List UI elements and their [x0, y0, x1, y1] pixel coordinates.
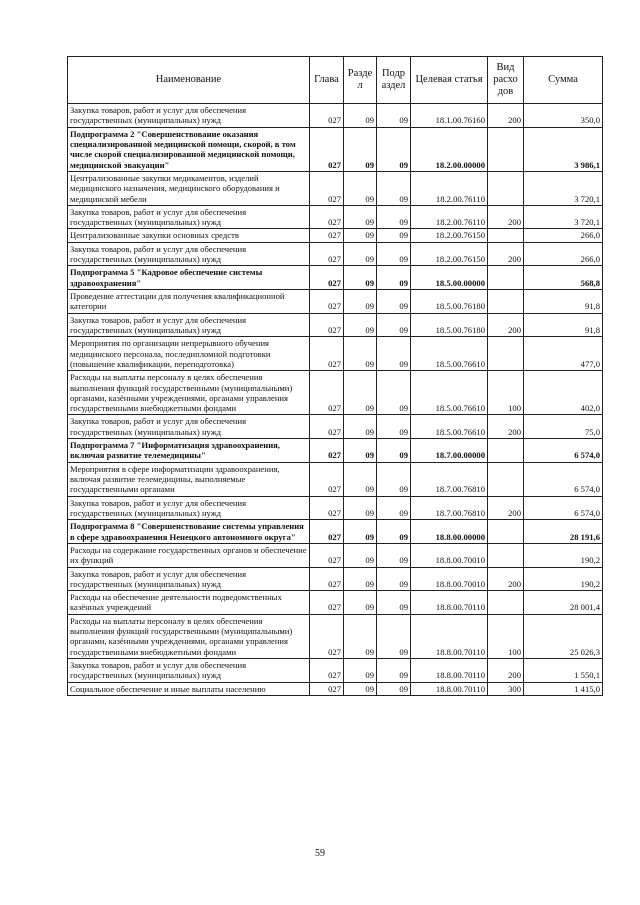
row-subsection: 09 [377, 371, 411, 415]
row-name: Централизованные закупки медикаментов, изделий медицинского назначения, медицинского оборудования и медицинской мебели [68, 171, 310, 205]
row-section: 09 [344, 439, 377, 463]
row-type [488, 591, 524, 615]
table-row [68, 127, 603, 171]
row-name: Закупка товаров, работ и услуг для обеспечения государственных (муниципальных) нужд [68, 415, 310, 439]
row-sum: 75,0 [524, 415, 603, 439]
row-type: 200 [488, 496, 524, 520]
row-type [488, 462, 524, 496]
row-name: Закупка товаров, работ и услуг для обеспечения государственных (муниципальных) нужд [68, 104, 310, 128]
row-type [488, 290, 524, 314]
row-target: 18.2.00.76110 [411, 171, 488, 205]
row-subsection: 09 [377, 266, 411, 290]
header-type: Вид расхо дов [488, 57, 524, 104]
row-section: 09 [344, 543, 377, 567]
row-sum: 1 415,0 [524, 682, 603, 695]
row-target: 18.8.00.70110 [411, 614, 488, 658]
row-name: Закупка товаров, работ и услуг для обеспечения государственных (муниципальных) нужд [68, 567, 310, 591]
table-row [68, 496, 603, 520]
header-subsection: Подр аздел [377, 57, 411, 104]
table-row [68, 313, 603, 337]
row-target: 18.8.00.70110 [411, 682, 488, 695]
table-row [68, 682, 603, 695]
row-type: 200 [488, 415, 524, 439]
row-subsection: 09 [377, 682, 411, 695]
table-row [68, 290, 603, 314]
row-subsection: 09 [377, 439, 411, 463]
row-section: 09 [344, 462, 377, 496]
row-target: 18.2.00.76150 [411, 229, 488, 242]
row-target: 18.5.00.76610 [411, 415, 488, 439]
row-sum: 1 550,1 [524, 659, 603, 683]
row-target: 18.8.00.00000 [411, 520, 488, 544]
table-row [68, 415, 603, 439]
row-subsection: 09 [377, 205, 411, 229]
row-chapter: 027 [310, 337, 344, 371]
row-type [488, 229, 524, 242]
row-type: 200 [488, 242, 524, 266]
row-section: 09 [344, 104, 377, 128]
row-target: 18.5.00.00000 [411, 266, 488, 290]
row-chapter: 027 [310, 439, 344, 463]
header-chapter: Глава [310, 57, 344, 104]
row-target: 18.2.00.76110 [411, 205, 488, 229]
row-name: Закупка товаров, работ и услуг для обеспечения государственных (муниципальных) нужд [68, 496, 310, 520]
row-target: 18.8.00.70010 [411, 543, 488, 567]
row-chapter: 027 [310, 496, 344, 520]
row-name: Закупка товаров, работ и услуг для обеспечения государственных (муниципальных) нужд [68, 242, 310, 266]
header-target: Целевая статья [411, 57, 488, 104]
row-chapter: 027 [310, 205, 344, 229]
row-chapter: 027 [310, 520, 344, 544]
row-sum: 266,0 [524, 229, 603, 242]
page-number: 59 [315, 848, 325, 859]
row-target: 18.7.00.76810 [411, 496, 488, 520]
row-chapter: 027 [310, 371, 344, 415]
row-name: Расходы на выплаты персоналу в целях обеспечения выполнения функций государственными (муниципальными) органами, казёнными учреждениями, органами управления государственными внебюджетными фондами [68, 614, 310, 658]
row-chapter: 027 [310, 104, 344, 128]
row-target: 18.5.00.76610 [411, 371, 488, 415]
row-type: 200 [488, 313, 524, 337]
row-section: 09 [344, 337, 377, 371]
row-name: Подпрограмма 7 "Информатизация здравоохранения, включая развитие телемедицины" [68, 439, 310, 463]
row-subsection: 09 [377, 171, 411, 205]
row-name: Расходы на обеспечение деятельности подведомственных казённых учреждений [68, 591, 310, 615]
row-subsection: 09 [377, 591, 411, 615]
row-chapter: 027 [310, 171, 344, 205]
row-type [488, 543, 524, 567]
row-sum: 190,2 [524, 567, 603, 591]
row-chapter: 027 [310, 415, 344, 439]
table-row [68, 371, 603, 415]
row-type [488, 337, 524, 371]
row-chapter: 027 [310, 567, 344, 591]
row-sum: 350,0 [524, 104, 603, 128]
row-type [488, 266, 524, 290]
row-name: Подпрограмма 2 "Совершенствование оказания специализированной медицинской помощи, скорой, в том числе скорой специализированной медицинской помощи, медицинской эвакуации" [68, 127, 310, 171]
row-type: 100 [488, 371, 524, 415]
row-chapter: 027 [310, 682, 344, 695]
row-chapter: 027 [310, 229, 344, 242]
row-sum: 25 026,3 [524, 614, 603, 658]
table-row [68, 614, 603, 658]
row-section: 09 [344, 205, 377, 229]
row-sum: 28 001,4 [524, 591, 603, 615]
row-section: 09 [344, 171, 377, 205]
row-type: 200 [488, 205, 524, 229]
row-sum: 266,0 [524, 242, 603, 266]
row-subsection: 09 [377, 337, 411, 371]
row-subsection: 09 [377, 242, 411, 266]
row-subsection: 09 [377, 415, 411, 439]
row-subsection: 09 [377, 104, 411, 128]
row-name: Закупка товаров, работ и услуг для обеспечения государственных (муниципальных) нужд [68, 659, 310, 683]
row-target: 18.2.00.00000 [411, 127, 488, 171]
row-section: 09 [344, 567, 377, 591]
table-row [68, 205, 603, 229]
table-row [68, 543, 603, 567]
row-name: Проведение аттестации для получения квалификационной категории [68, 290, 310, 314]
table-row [68, 591, 603, 615]
row-subsection: 09 [377, 659, 411, 683]
row-subsection: 09 [377, 567, 411, 591]
row-subsection: 09 [377, 313, 411, 337]
row-section: 09 [344, 659, 377, 683]
row-name: Подпрограмма 8 "Совершенствование системы управления в сфере здравоохранения Ненецкого автономного округа" [68, 520, 310, 544]
table-row [68, 337, 603, 371]
row-target: 18.7.00.00000 [411, 439, 488, 463]
row-chapter: 027 [310, 290, 344, 314]
table-row [68, 266, 603, 290]
row-sum: 91,8 [524, 313, 603, 337]
row-name: Мероприятия по организации непрерывного обучения медицинского персонала, последипломной подготовки (повышение квалификации, переподготовка) [68, 337, 310, 371]
row-chapter: 027 [310, 242, 344, 266]
header-name: Наименование [68, 57, 310, 104]
row-target: 18.8.00.70110 [411, 659, 488, 683]
row-target: 18.8.00.70010 [411, 567, 488, 591]
row-target: 18.7.00.76810 [411, 462, 488, 496]
row-section: 09 [344, 229, 377, 242]
row-sum: 28 191,6 [524, 520, 603, 544]
row-name: Мероприятия в сфере информатизации здравоохранения, включая развитие телемедицины, выполняемые государственными органами [68, 462, 310, 496]
row-section: 09 [344, 496, 377, 520]
row-name: Централизованные закупки основных средств [68, 229, 310, 242]
row-sum: 6 574,0 [524, 496, 603, 520]
row-target: 18.5.00.76180 [411, 313, 488, 337]
row-subsection: 09 [377, 127, 411, 171]
row-subsection: 09 [377, 229, 411, 242]
row-target: 18.5.00.76180 [411, 290, 488, 314]
row-subsection: 09 [377, 543, 411, 567]
row-name: Подпрограмма 5 "Кадровое обеспечение системы здравоохранения" [68, 266, 310, 290]
row-target: 18.2.00.76150 [411, 242, 488, 266]
row-chapter: 027 [310, 659, 344, 683]
row-chapter: 027 [310, 543, 344, 567]
row-chapter: 027 [310, 462, 344, 496]
row-section: 09 [344, 614, 377, 658]
row-type: 200 [488, 104, 524, 128]
table-row [68, 171, 603, 205]
header-section: Разде л [344, 57, 377, 104]
row-type [488, 127, 524, 171]
row-name: Закупка товаров, работ и услуг для обеспечения государственных (муниципальных) нужд [68, 313, 310, 337]
table-row [68, 659, 603, 683]
row-name: Социальное обеспечение и иные выплаты населению [68, 682, 310, 695]
row-section: 09 [344, 682, 377, 695]
table-row [68, 242, 603, 266]
row-type: 300 [488, 682, 524, 695]
row-name: Расходы на выплаты персоналу в целях обеспечения выполнения функций государственными (муниципальными) органами, казёнными учреждениями, органами управления государственными внебюджетными фондами [68, 371, 310, 415]
row-subsection: 09 [377, 520, 411, 544]
row-section: 09 [344, 520, 377, 544]
row-section: 09 [344, 242, 377, 266]
row-type: 200 [488, 659, 524, 683]
row-subsection: 09 [377, 290, 411, 314]
row-chapter: 027 [310, 614, 344, 658]
row-section: 09 [344, 127, 377, 171]
row-sum: 91,8 [524, 290, 603, 314]
row-section: 09 [344, 415, 377, 439]
row-subsection: 09 [377, 496, 411, 520]
row-type [488, 171, 524, 205]
table-row [68, 567, 603, 591]
row-sum: 3 720,1 [524, 205, 603, 229]
row-name: Расходы на содержание государственных органов и обеспечение их функций [68, 543, 310, 567]
table-row [68, 104, 603, 128]
row-section: 09 [344, 313, 377, 337]
header-sum: Сумма [524, 57, 603, 104]
row-sum: 477,0 [524, 337, 603, 371]
row-chapter: 027 [310, 266, 344, 290]
row-sum: 568,8 [524, 266, 603, 290]
table-row [68, 439, 603, 463]
row-type: 100 [488, 614, 524, 658]
table-row [68, 520, 603, 544]
row-type [488, 439, 524, 463]
row-sum: 3 986,1 [524, 127, 603, 171]
row-section: 09 [344, 371, 377, 415]
row-chapter: 027 [310, 127, 344, 171]
row-section: 09 [344, 591, 377, 615]
table-row [68, 462, 603, 496]
row-chapter: 027 [310, 313, 344, 337]
row-type: 200 [488, 567, 524, 591]
row-chapter: 027 [310, 591, 344, 615]
row-section: 09 [344, 290, 377, 314]
budget-table [67, 56, 603, 696]
row-section: 09 [344, 266, 377, 290]
row-subsection: 09 [377, 614, 411, 658]
row-target: 18.5.00.76610 [411, 337, 488, 371]
row-sum: 3 720,1 [524, 171, 603, 205]
row-sum: 6 574,0 [524, 462, 603, 496]
row-sum: 190,2 [524, 543, 603, 567]
table-row [68, 229, 603, 242]
row-name: Закупка товаров, работ и услуг для обеспечения государственных (муниципальных) нужд [68, 205, 310, 229]
row-target: 18.1.00.76160 [411, 104, 488, 128]
row-sum: 6 574,0 [524, 439, 603, 463]
row-type [488, 520, 524, 544]
header-row [68, 57, 603, 104]
row-subsection: 09 [377, 462, 411, 496]
row-sum: 402,0 [524, 371, 603, 415]
row-target: 18.8.00.70110 [411, 591, 488, 615]
